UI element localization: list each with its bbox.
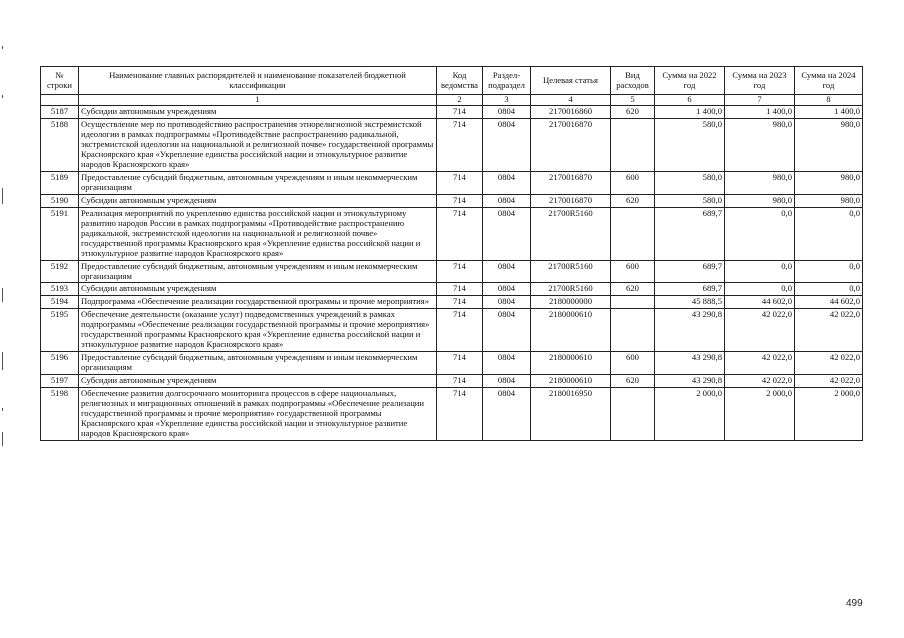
cell-kod: 714 [437, 283, 483, 296]
cell-row-number: 5198 [41, 388, 79, 441]
cell-sum-2022: 689,7 [655, 283, 725, 296]
header-sum-2024: Сумма на 2024 год [795, 67, 863, 95]
cell-kod: 714 [437, 375, 483, 388]
cell-celevaya-statya: 2170016870 [531, 171, 611, 194]
header-name: Наименование главных распорядителей и наименование показателей бюджетной классификации [79, 67, 437, 95]
cell-row-number: 5193 [41, 283, 79, 296]
cell-celevaya-statya: 2180000610 [531, 375, 611, 388]
table-row [41, 283, 863, 296]
cell-row-number: 5192 [41, 260, 79, 283]
cell-celevaya-statya: 2170016860 [531, 105, 611, 118]
cell-name: Субсидии автономным учреждениям [79, 105, 437, 118]
cell-row-number: 5195 [41, 309, 79, 352]
cell-vid-rashodov: 600 [611, 260, 655, 283]
column-number-row [41, 95, 863, 106]
cell-name: Субсидии автономным учреждениям [79, 194, 437, 207]
column-number: 4 [531, 95, 611, 106]
cell-vid-rashodov [611, 309, 655, 352]
cell-kod: 714 [437, 118, 483, 171]
cell-celevaya-statya: 2170016870 [531, 194, 611, 207]
budget-table-container [40, 66, 863, 441]
table-row [41, 118, 863, 171]
cell-vid-rashodov: 600 [611, 171, 655, 194]
cell-sum-2024: 980,0 [795, 194, 863, 207]
table-row [41, 194, 863, 207]
header-kod: Код ведомства [437, 67, 483, 95]
cell-sum-2024: 0,0 [795, 260, 863, 283]
scan-mark [2, 188, 3, 204]
table-row [41, 207, 863, 260]
column-number: 3 [483, 95, 531, 106]
cell-kod: 714 [437, 194, 483, 207]
cell-vid-rashodov [611, 296, 655, 309]
cell-celevaya-statya: 21700R5160 [531, 260, 611, 283]
cell-celevaya-statya: 2180000610 [531, 309, 611, 352]
table-row [41, 352, 863, 375]
cell-name: Предоставление субсидий бюджетным, автономным учреждениям и иным некоммерческим организациям [79, 352, 437, 375]
header-celevaya-statya: Целевая статья [531, 67, 611, 95]
cell-sum-2022: 689,7 [655, 207, 725, 260]
cell-razdel: 0804 [483, 388, 531, 441]
cell-razdel: 0804 [483, 296, 531, 309]
cell-sum-2023: 0,0 [725, 260, 795, 283]
cell-row-number: 5197 [41, 375, 79, 388]
cell-sum-2022: 689,7 [655, 260, 725, 283]
table-row [41, 375, 863, 388]
cell-sum-2024: 0,0 [795, 283, 863, 296]
cell-razdel: 0804 [483, 207, 531, 260]
cell-celevaya-statya: 2170016870 [531, 118, 611, 171]
table-row [41, 260, 863, 283]
scan-mark [2, 288, 3, 302]
cell-razdel: 0804 [483, 375, 531, 388]
cell-vid-rashodov [611, 207, 655, 260]
cell-razdel: 0804 [483, 171, 531, 194]
cell-celevaya-statya: 21700R5160 [531, 283, 611, 296]
cell-sum-2022: 1 400,0 [655, 105, 725, 118]
cell-vid-rashodov: 620 [611, 194, 655, 207]
cell-sum-2024: 980,0 [795, 118, 863, 171]
cell-name: Субсидии автономным учреждениям [79, 375, 437, 388]
cell-sum-2022: 580,0 [655, 194, 725, 207]
cell-vid-rashodov [611, 388, 655, 441]
cell-sum-2023: 980,0 [725, 118, 795, 171]
cell-row-number: 5194 [41, 296, 79, 309]
column-number: 1 [79, 95, 437, 106]
cell-sum-2024: 44 602,0 [795, 296, 863, 309]
budget-table [40, 66, 863, 441]
scan-mark [2, 432, 3, 446]
cell-razdel: 0804 [483, 283, 531, 296]
column-number: 5 [611, 95, 655, 106]
cell-celevaya-statya: 2180000610 [531, 352, 611, 375]
cell-name: Реализация мероприятий по укреплению единства российской нации и этнокультурному развитию народов России в рамках подпрограммы «Противодействие распространению радикальной, экстремистской идеологии на национальной и религиозной почве» государственной программы Красноярского края «Укрепление единства российской нации и этнокультурное развитие народов Красноярского края» [79, 207, 437, 260]
cell-sum-2023: 42 022,0 [725, 375, 795, 388]
cell-row-number: 5188 [41, 118, 79, 171]
cell-sum-2023: 42 022,0 [725, 352, 795, 375]
cell-sum-2023: 44 602,0 [725, 296, 795, 309]
cell-sum-2022: 580,0 [655, 118, 725, 171]
table-row [41, 105, 863, 118]
cell-vid-rashodov: 620 [611, 375, 655, 388]
cell-sum-2023: 980,0 [725, 171, 795, 194]
scan-mark [2, 46, 3, 49]
cell-razdel: 0804 [483, 352, 531, 375]
cell-row-number: 5187 [41, 105, 79, 118]
cell-kod: 714 [437, 296, 483, 309]
column-number [41, 95, 79, 106]
cell-sum-2024: 2 000,0 [795, 388, 863, 441]
header-row-number: № строки [41, 67, 79, 95]
table-body [41, 105, 863, 440]
cell-razdel: 0804 [483, 309, 531, 352]
cell-celevaya-statya: 21700R5160 [531, 207, 611, 260]
cell-razdel: 0804 [483, 118, 531, 171]
cell-vid-rashodov: 620 [611, 105, 655, 118]
cell-sum-2022: 43 290,8 [655, 309, 725, 352]
cell-kod: 714 [437, 105, 483, 118]
cell-vid-rashodov: 600 [611, 352, 655, 375]
cell-sum-2022: 580,0 [655, 171, 725, 194]
column-number: 7 [725, 95, 795, 106]
table-row [41, 171, 863, 194]
cell-kod: 714 [437, 388, 483, 441]
cell-name: Обеспечение деятельности (оказание услуг) подведомственных учреждений в рамках подпрограммы «Обеспечение реализации государственной программы и прочие мероприятия» государственной программы Красноярского края «Укрепление единства российской нации и этнокультурное развитие народов Красноярского края» [79, 309, 437, 352]
cell-row-number: 5196 [41, 352, 79, 375]
cell-sum-2022: 2 000,0 [655, 388, 725, 441]
cell-sum-2024: 980,0 [795, 171, 863, 194]
page-number: 499 [846, 598, 863, 609]
cell-celevaya-statya: 2180016950 [531, 388, 611, 441]
cell-razdel: 0804 [483, 105, 531, 118]
table-row [41, 296, 863, 309]
cell-kod: 714 [437, 309, 483, 352]
cell-name: Обеспечение развития долгосрочного мониторинга процессов в сфере национальных, религиозных и миграционных отношений в рамках подпрограммы «Обеспечение реализации государственной программы и прочие мероприятия» государственной программы Красноярского края «Укрепление единства российской нации и этнокультурное развитие народов Красноярского края» [79, 388, 437, 441]
cell-sum-2024: 42 022,0 [795, 375, 863, 388]
cell-kod: 714 [437, 207, 483, 260]
cell-sum-2022: 43 290,8 [655, 375, 725, 388]
cell-name: Предоставление субсидий бюджетным, автономным учреждениям и иным некоммерческим организациям [79, 260, 437, 283]
table-header-row [41, 67, 863, 95]
scan-mark [2, 95, 3, 98]
cell-row-number: 5191 [41, 207, 79, 260]
table-row [41, 309, 863, 352]
column-number: 2 [437, 95, 483, 106]
cell-sum-2023: 0,0 [725, 283, 795, 296]
scan-mark [2, 352, 3, 370]
cell-sum-2024: 42 022,0 [795, 309, 863, 352]
cell-name: Предоставление субсидий бюджетным, автономным учреждениям и иным некоммерческим организациям [79, 171, 437, 194]
cell-sum-2023: 0,0 [725, 207, 795, 260]
cell-sum-2023: 42 022,0 [725, 309, 795, 352]
cell-celevaya-statya: 2180000000 [531, 296, 611, 309]
cell-razdel: 0804 [483, 260, 531, 283]
cell-vid-rashodov [611, 118, 655, 171]
cell-sum-2023: 1 400,0 [725, 105, 795, 118]
cell-sum-2023: 2 000,0 [725, 388, 795, 441]
column-number: 8 [795, 95, 863, 106]
cell-row-number: 5189 [41, 171, 79, 194]
cell-sum-2024: 0,0 [795, 207, 863, 260]
table-row [41, 388, 863, 441]
header-sum-2023: Сумма на 2023 год [725, 67, 795, 95]
cell-name: Подпрограмма «Обеспечение реализации государственной программы и прочие мероприятия» [79, 296, 437, 309]
column-number: 6 [655, 95, 725, 106]
cell-name: Осуществление мер по противодействию распространения этнорелигиозной экстремистской идеологии в рамках подпрограммы «Противодействие распространению радикальной, экстремистской идеологии на национальной и религиозной почве» государственной программы Красноярского края «Укрепление единства российской нации и этнокультурное развитие народов Красноярского края» [79, 118, 437, 171]
cell-sum-2023: 980,0 [725, 194, 795, 207]
cell-kod: 714 [437, 260, 483, 283]
header-sum-2022: Сумма на 2022 год [655, 67, 725, 95]
scan-mark [2, 408, 3, 411]
header-vid-rashodov: Вид расходов [611, 67, 655, 95]
header-razdel: Раздел-подраздел [483, 67, 531, 95]
cell-sum-2022: 45 888,5 [655, 296, 725, 309]
cell-kod: 714 [437, 171, 483, 194]
cell-vid-rashodov: 620 [611, 283, 655, 296]
cell-name: Субсидии автономным учреждениям [79, 283, 437, 296]
cell-sum-2024: 42 022,0 [795, 352, 863, 375]
cell-sum-2024: 1 400,0 [795, 105, 863, 118]
cell-kod: 714 [437, 352, 483, 375]
cell-razdel: 0804 [483, 194, 531, 207]
cell-row-number: 5190 [41, 194, 79, 207]
cell-sum-2022: 43 290,8 [655, 352, 725, 375]
